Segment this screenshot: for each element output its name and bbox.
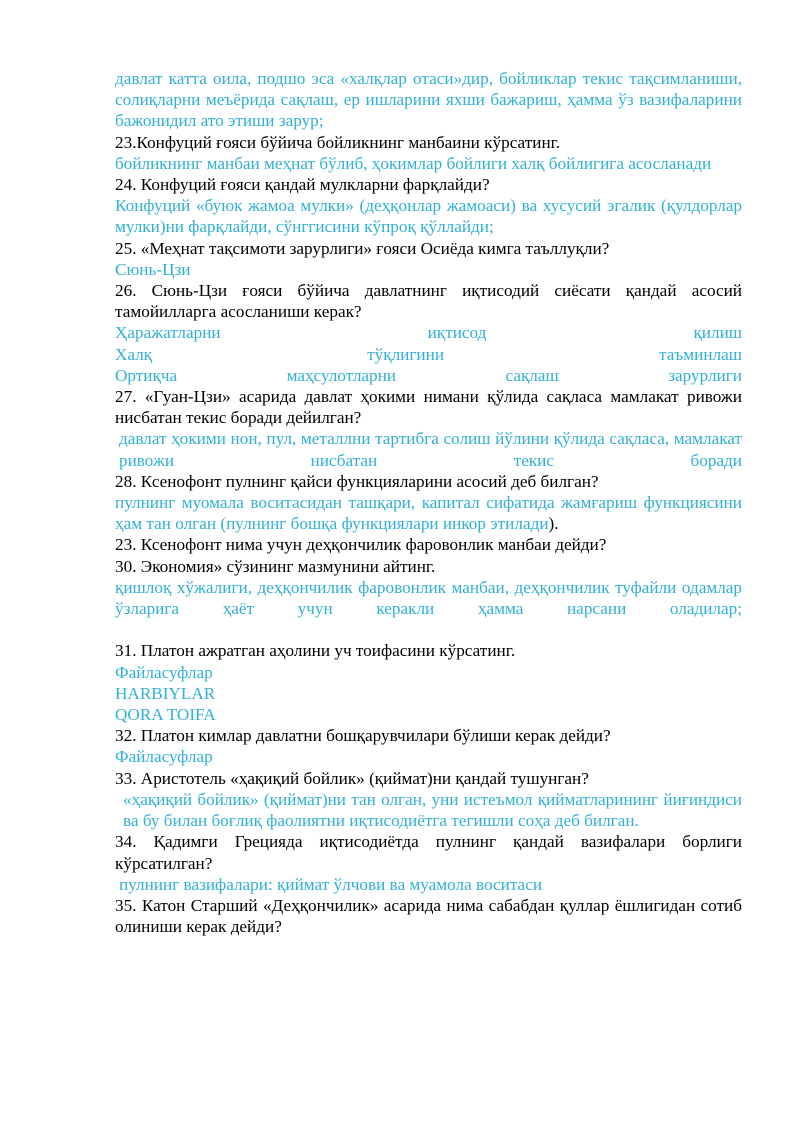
answer-31-line-3: QORA TOIFA [115, 705, 216, 725]
answer-31-line-2: HARBIYLAR [115, 683, 216, 703]
answer-28-end: ). [548, 514, 559, 534]
question-35: 35. Катон Старший «Деҳқончилик» асарида нима сабабдан қуллар ёшлигидан сотиб олиниши керак дейди? [115, 895, 742, 937]
blank-line [115, 619, 742, 640]
answer-31-line-1: Файласуфлар [115, 662, 213, 682]
answer-32: Файласуфлар [115, 747, 213, 767]
question-24: 24. Конфуций ғояси қандай мулкларни фарқлайди? [115, 175, 490, 195]
question-32: 32. Платон кимлар давлатни бошқарувчилари бўлиши керак дейди? [115, 726, 611, 746]
question-31: 31. Платон ажратган аҳолини уч тоифасини кўрсатинг. [115, 641, 516, 661]
document-page [115, 68, 742, 937]
answer-text: давлат катта оила, подшо эса «халқлар отаси»дир, бойликлар текис тақсимланиши, солиқларни меъёрида сақлаш, ер ишларини яхши бажариш, ҳамма ўз вазифаларини бажонидил ато этиши зарур; [115, 69, 742, 131]
answer-24: Конфуций «буюк жамоа мулки» (деҳқонлар жамоаси) ва хусусий эгалик (қулдорлар мулки)ни фарқлайди, сўнггисини кўпроқ қўллайди; [115, 196, 742, 237]
question-26: 26. Сюнь-Цзи ғояси бўйича давлатнинг иқтисодий сиёсати қандай асосий тамойилларга асосланиши керак? [115, 281, 742, 322]
question-29: 23. Ксенофонт нима учун деҳқончилик фаровонлик манбаи дейди? [115, 535, 607, 555]
answer-23: бойликнинг манбаи меҳнат бўлиб, ҳокимлар бойлиги халқ бойлигига асосланади [115, 153, 712, 173]
answer-26-line-2: Халқ тўқлигини таъминлаш [115, 344, 742, 364]
answer-28 [115, 492, 742, 534]
answer-33: «ҳақиқий бойлик» (қиймат)ни тан олган, уни истеъмол қийматларининг йиғиндиси ва бу билан боғлиқ фаолиятни иқтисодиётга тегишли соҳа деб билган. [123, 789, 742, 831]
answer-27: давлат ҳокими нон, пул, металлни тартибга солиш йўлини қўлида сақласа, мамлакат ривожи нисбатан текис боради [119, 429, 742, 470]
question-28: 28. Ксенофонт пулнинг қайси функцияларини асосий деб билган? [115, 471, 599, 491]
question-27: 27. «Гуан-Цзи» асарида давлат ҳокими нимани қўлида сақласа мамлакат ривожи нисбатан текис боради дейилган? [115, 387, 742, 428]
answer-30: қишлоқ хўжалиги, деҳқончилик фаровонлик манбаи, деҳқончилик туфайли одамлар ўзларига ҳаёт учун керакли ҳамма нарсани оладилар; [115, 577, 742, 619]
question-30: 30. Экономия» сўзининг мазмунини айтинг. [115, 556, 436, 576]
answer-26-line-3: Ортиқча маҳсулотларни сақлаш зарурлиги [115, 365, 742, 385]
question-25: 25. «Меҳнат тақсимоти зарурлиги» ғояси Осиёда кимга таъллуқли? [115, 238, 610, 258]
question-33: 33. Аристотель «ҳақиқий бойлик» (қиймат)ни қандай тушунган? [115, 768, 589, 788]
question-34: 34. Қадимги Грецияда иқтисодиётда пулнинг қандай вазифалари борлиги кўрсатилган? [115, 832, 742, 873]
answer-25: Сюнь-Цзи [115, 259, 191, 279]
question-23: 23.Конфуций ғояси бўйича бойликнинг манбаини кўрсатинг. [115, 132, 561, 152]
answer-34: пулнинг вазифалари: қиймат ўлчови ва муамола воситаси [119, 874, 543, 894]
answer-28-text: пулнинг муомала воситасидан ташқари, капитал сифатида жамғариш функциясини ҳам тан олган (пулнинг бошқа функциялари инкор этилади [115, 493, 742, 534]
answer-26-line-1: Ҳаражатларни иқтисод қилиш [115, 323, 742, 343]
